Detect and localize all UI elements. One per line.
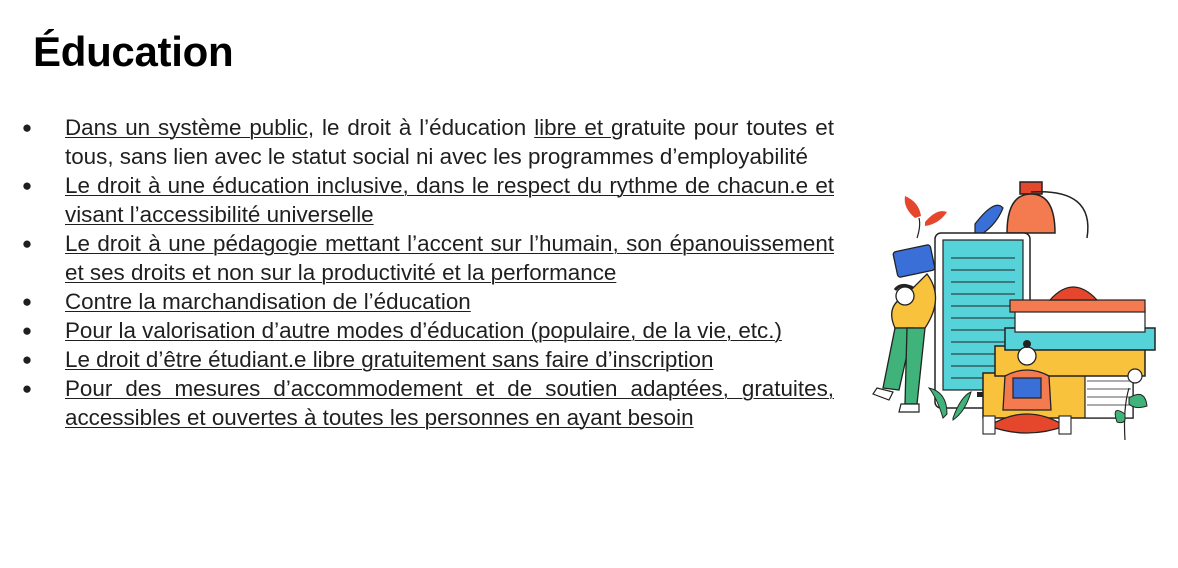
bullet-dot: ●	[21, 234, 33, 253]
slide-title: Éducation	[33, 28, 234, 75]
bullet-item	[14, 374, 834, 432]
underlined-text: Dans un système public	[65, 115, 308, 140]
underlined-text: libre et	[534, 115, 612, 140]
underlined-text: Pour la valorisation d’autre modes d’éducation (populaire, de la vie, etc.)	[65, 318, 782, 343]
desk-lamp	[1007, 182, 1088, 238]
bullet-text	[65, 287, 834, 316]
bullet-text	[65, 316, 834, 345]
underlined-text: Pour des mesures d’accommodement et de soutien adaptées, gratuites, accessibles et ouvertes à toutes les personnes en ayant besoin	[65, 376, 834, 430]
plain-text: gratuite pour toutes et tous, sans lien avec le statut social ni avec les programmes d’employabilité	[65, 115, 834, 169]
bullet-list	[14, 113, 834, 432]
bullet-item	[14, 171, 834, 229]
underlined-text: Contre la marchandisation de l’éducation	[65, 289, 471, 314]
bullet-text	[65, 345, 834, 374]
bullet-item	[14, 287, 834, 316]
bullet-item	[14, 316, 834, 345]
underlined-text: Le droit à une éducation inclusive, dans le respect du rythme de chacun.e et visant l’accessibilité universelle	[65, 173, 834, 227]
bullet-item	[14, 229, 834, 287]
bullet-text	[65, 229, 834, 287]
plain-text: , le droit à l’éducation	[307, 115, 535, 140]
plant-leaves	[905, 196, 1003, 238]
bullet-item	[14, 345, 834, 374]
bullet-text	[65, 374, 834, 432]
underlined-text: Le droit à une pédagogie mettant l’accent sur l’humain, son épanouissement et ses droits et non sur la productivité et la performance	[65, 231, 834, 285]
bullet-text	[65, 171, 834, 229]
bullet-text	[65, 113, 834, 171]
standing-person	[873, 244, 936, 412]
bullet-dot: ●	[21, 292, 33, 311]
bullet-item	[14, 113, 834, 171]
bullet-dot: ●	[21, 176, 33, 195]
underlined-text: Le droit d’être étudiant.e libre gratuitement sans faire d’inscription	[65, 347, 714, 372]
bullet-dot: ●	[21, 350, 33, 369]
education-illustration	[855, 178, 1165, 448]
bullet-dot: ●	[21, 321, 33, 340]
bullet-dot: ●	[21, 379, 33, 398]
bullet-dot: ●	[21, 118, 33, 137]
